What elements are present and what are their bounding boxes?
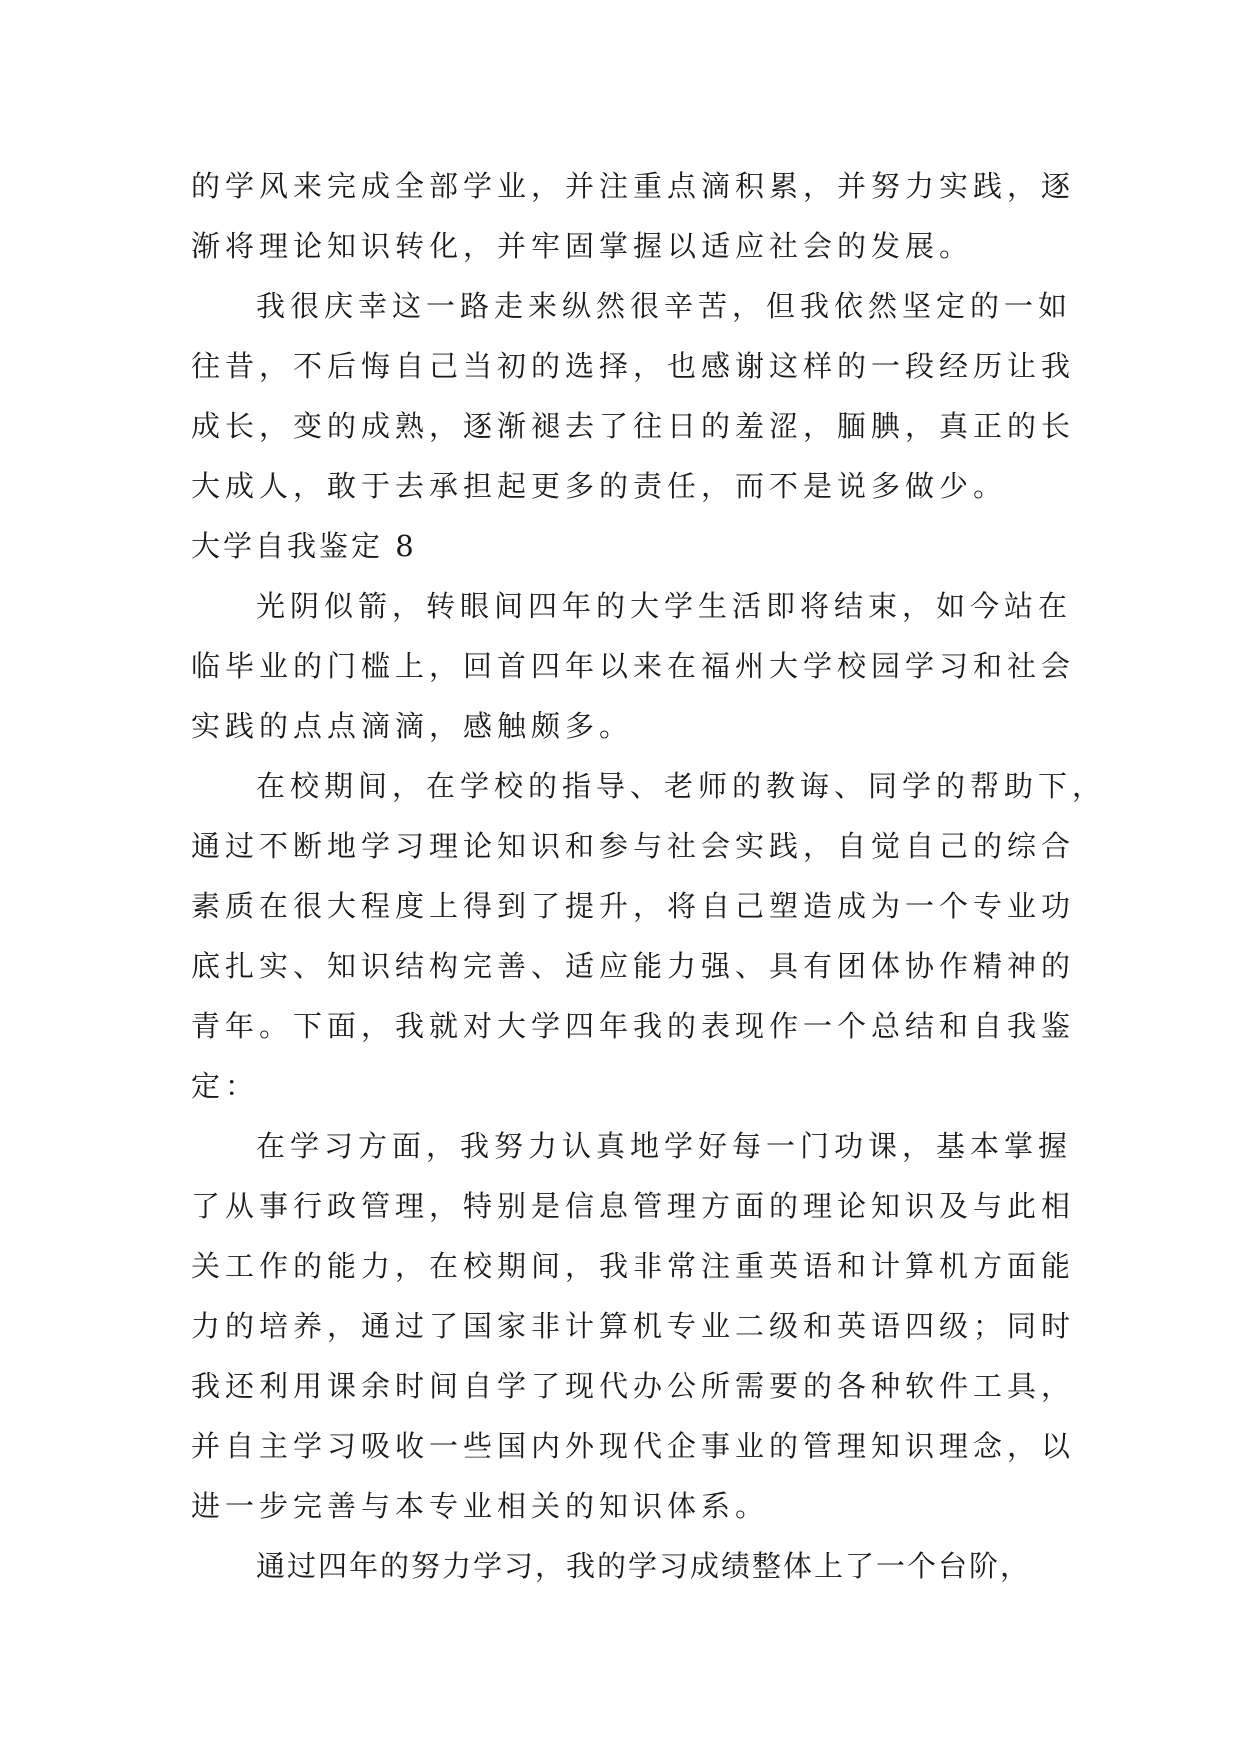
- paragraph-line: 力的培养，通过了国家非计算机专业二级和英语四级；同时: [191, 1309, 1076, 1343]
- paragraph-line: 了从事行政管理，特别是信息管理方面的理论知识及与此相: [191, 1189, 1076, 1223]
- paragraph-line: 我很庆幸这一路走来纵然很辛苦，但我依然坚定的一如: [256, 289, 1073, 323]
- paragraph-line: 通过四年的努力学习，我的学习成绩整体上了一个台阶，: [256, 1549, 1032, 1583]
- paragraph-line: 的学风来完成全部学业，并注重点滴积累，并努力实践，逐: [191, 169, 1076, 203]
- paragraph-line: 青年。下面，我就对大学四年我的表现作一个总结和自我鉴: [191, 1009, 1076, 1043]
- paragraph-line: 素质在很大程度上得到了提升，将自己塑造成为一个专业功: [191, 889, 1076, 923]
- paragraph-line: 光阴似箭，转眼间四年的大学生活即将结束，如今站在: [256, 589, 1073, 623]
- paragraph-line: 在校期间，在学校的指导、老师的教诲、同学的帮助下，: [256, 769, 1107, 803]
- paragraph-line: 往昔，不后悔自己当初的选择，也感谢这样的一段经历让我: [191, 349, 1076, 383]
- paragraph-line: 临毕业的门槛上，回首四年以来在福州大学校园学习和社会: [191, 649, 1076, 683]
- document-body: [0, 156, 1241, 1596]
- paragraph-line: 定：: [191, 1069, 260, 1103]
- paragraph-line: 关工作的能力，在校期间，我非常注重英语和计算机方面能: [191, 1249, 1076, 1283]
- paragraph-line: 大成人，敢于去承担起更多的责任，而不是说多做少。: [191, 469, 1008, 503]
- paragraph-line: 并自主学习吸收一些国内外现代企事业的管理知识理念，以: [191, 1429, 1076, 1463]
- section-heading: 大学自我鉴定 8: [191, 529, 417, 563]
- paragraph-line: 通过不断地学习理论知识和参与社会实践，自觉自己的综合: [191, 829, 1076, 863]
- paragraph-line: 底扎实、知识结构完善、适应能力强、具有团体协作精神的: [191, 949, 1076, 983]
- paragraph-line: 进一步完善与本专业相关的知识体系。: [191, 1489, 770, 1523]
- paragraph-line: 渐将理论知识转化，并牢固掌握以适应社会的发展。: [191, 229, 974, 263]
- paragraph-line: 实践的点点滴滴，感触颇多。: [191, 709, 634, 743]
- paragraph-line: 在学习方面，我努力认真地学好每一门功课，基本掌握: [256, 1129, 1073, 1163]
- paragraph-line: 成长，变的成熟，逐渐褪去了往日的羞涩，腼腆，真正的长: [191, 409, 1076, 443]
- paragraph-line: 我还利用课余时间自学了现代办公所需要的各种软件工具，: [191, 1369, 1076, 1403]
